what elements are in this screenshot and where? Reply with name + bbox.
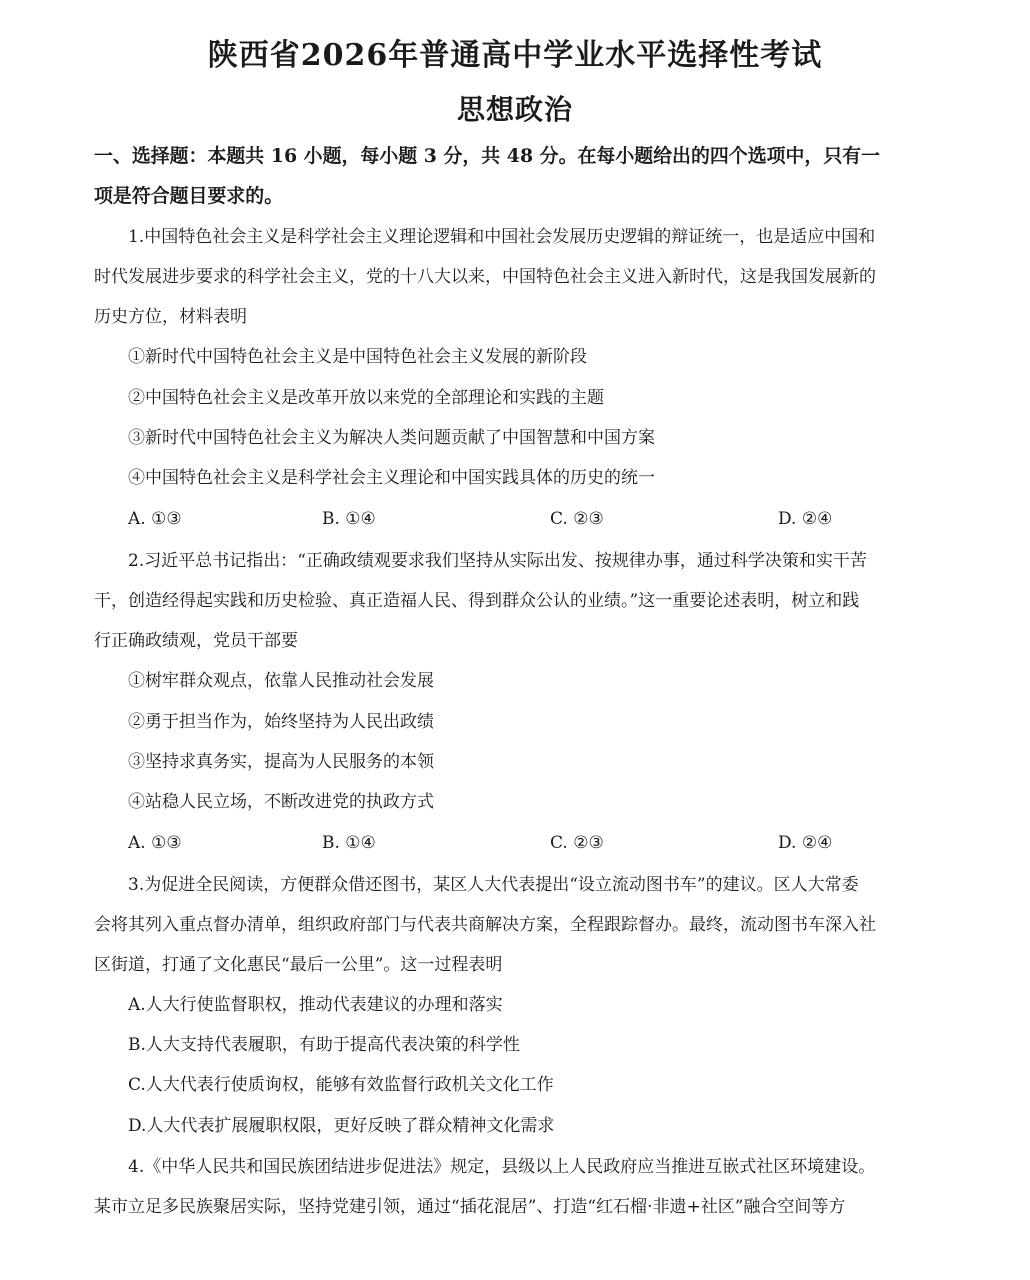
section-line-1: 一、选择题：本题共 16 小题，每小题 3 分，共 48 分。在每小题给出的四个选项中，只有一: [94, 145, 881, 167]
q2-stem-line-3: 行正确政绩观，党员干部要: [94, 631, 298, 651]
q2-item-4: ④站稳人民立场，不断改进党的执政方式: [128, 792, 434, 812]
q1-stem-line-2: 时代发展进步要求的科学社会主义，党的十八大以来，中国特色社会主义进入新时代，这是我国发展新的: [94, 267, 876, 287]
q2-stem-line-1: 2.习近平总书记指出：“正确政绩观要求我们坚持从实际出发、按规律办事，通过科学决策和实干苦: [128, 551, 867, 571]
q2-item-1: ①树牢群众观点，依靠人民推动社会发展: [128, 671, 434, 691]
q1-option-d: D. ②④: [778, 509, 833, 529]
q1-option-b: B. ①④: [322, 509, 376, 529]
q3-option-b: B.人大支持代表履职，有助于提高代表决策的科学性: [128, 1035, 520, 1055]
q1-item-4: ④中国特色社会主义是科学社会主义理论和中国实践具体的历史的统一: [128, 468, 655, 488]
q4-stem-line-2: 某市立足多民族聚居实际，坚持党建引领，通过“插花混居”、打造“红石榴·非遗+社区”融合空间等方: [94, 1197, 846, 1217]
q1-stem-line-3: 历史方位，材料表明: [94, 307, 247, 327]
q4-stem-line-1: 4.《中华人民共和国民族团结进步促进法》规定，县级以上人民政府应当推进互嵌式社区环境建设。: [128, 1157, 876, 1177]
q2-option-c: C. ②③: [550, 833, 604, 853]
subject-title: 思想政治: [456, 93, 573, 126]
q3-option-c: C.人大代表行使质询权，能够有效监督行政机关文化工作: [128, 1075, 554, 1095]
q2-item-3: ③坚持求真务实，提高为人民服务的本领: [128, 752, 434, 772]
q3-option-d: D.人大代表扩展履职权限，更好反映了群众精神文化需求: [128, 1116, 555, 1136]
q1-stem-line-1: 1.中国特色社会主义是科学社会主义理论逻辑和中国社会发展历史逻辑的辩证统一，也是适应中国和: [128, 227, 876, 247]
q1-item-3: ③新时代中国特色社会主义为解决人类问题贡献了中国智慧和中国方案: [128, 428, 655, 448]
q2-option-d: D. ②④: [778, 833, 833, 853]
q2-stem-line-2: 干，创造经得起实践和历史检验、真正造福人民、得到群众公认的业绩。”这一重要论述表明，树立和践: [94, 591, 860, 611]
q2-option-b: B. ①④: [322, 833, 376, 853]
q3-stem-line-3: 区街道，打通了文化惠民“最后一公里”。这一过程表明: [94, 955, 503, 975]
q2-item-2: ②勇于担当作为，始终坚持为人民出政绩: [128, 712, 434, 732]
q1-item-1: ①新时代中国特色社会主义是中国特色社会主义发展的新阶段: [128, 347, 587, 367]
q1-option-a: A. ①③: [128, 509, 182, 529]
section-instructions: [94, 136, 944, 216]
q1-option-c: C. ②③: [550, 509, 604, 529]
q2-option-a: A. ①③: [128, 833, 182, 853]
q3-stem-line-2: 会将其列入重点督办清单，组织政府部门与代表共商解决方案，全程跟踪督办。最终，流动图书车深入社: [94, 915, 876, 935]
q1-item-2: ②中国特色社会主义是改革开放以来党的全部理论和实践的主题: [128, 388, 604, 408]
q3-stem-line-1: 3.为促进全民阅读，方便群众借还图书，某区人大代表提出“设立流动图书车”的建议。区人大常委: [128, 875, 859, 895]
section-line-2: 项是符合题目要求的。: [94, 185, 284, 207]
exam-title: 陕西省2026年普通高中学业水平选择性考试: [207, 38, 823, 73]
q3-option-a: A.人大行使监督职权，推动代表建议的办理和落实: [128, 995, 503, 1015]
